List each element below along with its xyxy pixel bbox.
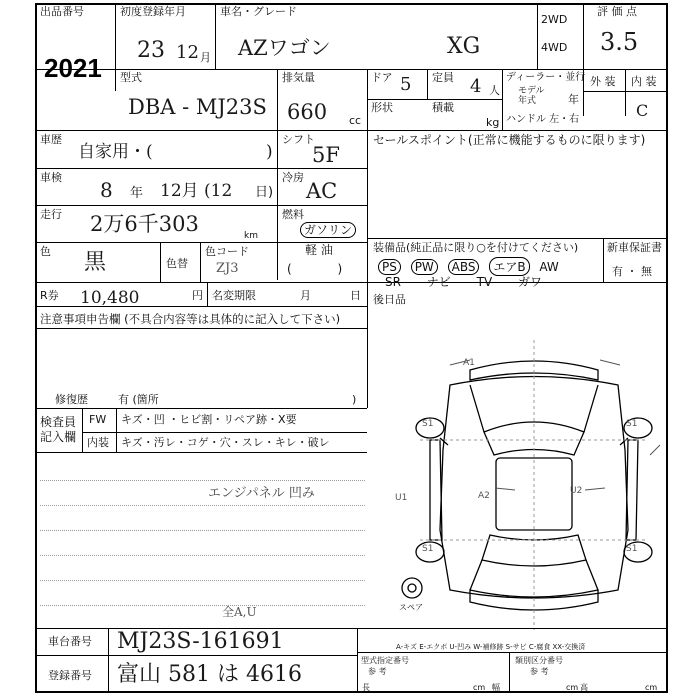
drive-4wd: 4WD: [541, 41, 568, 54]
sales-points-label: セールスポイント(正常に機能するものに限ります): [373, 133, 646, 147]
width-unit: cm: [566, 683, 579, 692]
color-code-label: 色コード: [205, 245, 249, 258]
width-label: 幅: [492, 683, 500, 692]
reference-label-2: 参 考: [530, 667, 549, 676]
equipment-pw: PW: [411, 259, 438, 275]
drive-2wd: 2WD: [541, 13, 568, 26]
reference-label-1: 参 考: [368, 667, 387, 676]
displacement-unit: cc: [349, 114, 362, 127]
spare-label: スペア: [399, 603, 423, 612]
doors-label: ドア: [371, 71, 393, 84]
chassis-value: MJ23S-161691: [117, 629, 284, 654]
interior-grade: C: [636, 101, 649, 120]
chassis-label: 車台番号: [48, 635, 92, 648]
rating-label: 評 価 点: [597, 5, 637, 18]
fuel-label: 燃料: [282, 208, 304, 221]
length-label: 長: [362, 683, 370, 692]
rear-items-label: 後日品: [373, 293, 406, 306]
title-change-label: 名変期限: [212, 289, 256, 302]
classification-label: 類別区分番号: [515, 656, 563, 665]
equipment-ps: PS: [378, 259, 401, 275]
model-code-label: 型式: [120, 71, 142, 84]
equipment-label: 装備品(純正品に限り○を付けてください): [373, 241, 579, 254]
title-change-day: 日: [350, 289, 361, 302]
interior-check-label: 内装: [87, 436, 109, 449]
load-label: 積載: [432, 101, 454, 114]
doors: 5: [400, 74, 412, 95]
mark-u1: U1: [395, 493, 408, 503]
repair-label: 修復歴: [55, 393, 88, 406]
shift-label: シフト: [282, 133, 315, 146]
capacity: 4: [470, 76, 482, 97]
fuel-diesel: 軽 油: [305, 243, 333, 257]
rating: 3.5: [600, 28, 639, 56]
inspector-label: 検査員 記入欄: [40, 415, 77, 444]
height-unit: cm: [645, 683, 658, 692]
exterior-label: 外 装: [590, 75, 616, 88]
equipment-tv: TV: [476, 275, 493, 289]
load-unit: kg: [486, 116, 500, 129]
color-code: ZJ3: [216, 261, 239, 276]
length-unit: cm: [473, 683, 486, 692]
handle-label: ハンドル 左・右: [506, 114, 580, 125]
interior-label: 内 装: [631, 75, 657, 88]
color-label: 色: [40, 245, 51, 258]
first-registration-month: 12: [176, 42, 199, 63]
first-registration-month-unit: 月: [200, 51, 211, 64]
history-value: 自家用・(: [78, 142, 153, 162]
equipment-aw: AW: [539, 260, 559, 274]
interior-check-value: キズ・汚レ・コゲ・穴・スレ・キレ・破レ: [121, 436, 330, 449]
recycle-label: R券: [40, 289, 59, 302]
inspection-year: 8: [100, 178, 113, 202]
color-value: 黒: [84, 250, 107, 275]
displacement-label: 排気量: [282, 71, 315, 84]
model-name-label: 車名・グレード: [220, 5, 297, 18]
mark-su2: S1: [626, 419, 638, 429]
fuel-diesel-parens: ( ): [287, 262, 343, 276]
inspection-day-unit: 日): [255, 185, 274, 200]
model-cert-label: 型式指定番号: [361, 656, 409, 665]
first-registration-label: 初度登録年月: [120, 5, 186, 18]
repair-close: ): [352, 393, 357, 406]
repair-value: 有 (箇所: [118, 393, 159, 406]
damage-legend: A-キズ E-エクボ U-凹み W-補修跡 S-サビ C-腐食 XX-交換済: [396, 643, 586, 651]
warranty-value: 有 ・ 無: [612, 265, 652, 278]
model-year-unit: 年: [568, 93, 579, 106]
first-registration-year: 23: [137, 38, 165, 63]
shape-label: 形状: [371, 101, 393, 114]
capacity-label: 定員: [432, 71, 454, 84]
equipment-navi: ナビ: [426, 275, 451, 289]
equipment-sr: SR: [385, 275, 401, 289]
inspection-label: 車検: [40, 171, 62, 184]
model-name: AZワゴン: [238, 36, 331, 60]
aircon-value: AC: [306, 179, 338, 203]
lot-number: 2021: [44, 53, 102, 83]
mark-a1: A1: [463, 358, 475, 368]
warranty-label: 新車保証書: [607, 241, 662, 254]
equipment-abs: ABS: [448, 259, 480, 275]
mark-a2: A2: [478, 491, 490, 501]
history-close: ): [266, 142, 273, 162]
grade: XG: [447, 34, 481, 59]
capacity-unit: 人: [489, 84, 500, 97]
inspection-year-unit: 年: [130, 186, 144, 201]
fuel-value: ガソリン: [300, 222, 356, 238]
mark-s2: S1: [626, 544, 638, 554]
car-diagram: [400, 340, 668, 630]
recycle-value: 10,480: [80, 288, 140, 308]
displacement: 660: [287, 100, 328, 124]
mileage-unit: km: [244, 231, 258, 241]
recycle-unit: 円: [192, 289, 203, 302]
mark-s1: S1: [422, 544, 434, 554]
aircon-label: 冷房: [282, 171, 304, 184]
mark-u2: U2: [570, 486, 583, 496]
height-label: 高: [580, 683, 588, 692]
equipment-airbag: エアB: [489, 257, 529, 276]
title-change-month: 月: [300, 289, 311, 302]
dealer-label: ディーラー・並行: [506, 72, 586, 83]
mileage-label: 走行: [40, 208, 62, 221]
color-tone-label: 色替: [166, 257, 188, 270]
mark-su1: S1: [422, 419, 434, 429]
plate-label: 登録番号: [48, 669, 92, 682]
model-year-label: モデル 年式: [518, 86, 545, 106]
handwritten-note: エンジパネル 凹み: [208, 486, 315, 501]
fw-value: キズ・凹 ・ヒビ割・リペア跡・X要: [121, 413, 297, 426]
equipment-gawa: ガワ: [518, 275, 543, 289]
plate-value: 富山 581 は 4616: [117, 662, 302, 687]
lot-number-label: 出品番号: [40, 5, 84, 18]
mileage-value: 2万6千303: [90, 212, 199, 236]
history-label: 車歴: [40, 133, 62, 146]
handwritten-bottom: 全A,U: [222, 605, 257, 619]
equipment-row-2: [385, 273, 542, 290]
inspection-month: 12月 (12: [160, 181, 233, 201]
model-code: DBA - MJ23S: [128, 95, 267, 119]
fw-label: FW: [89, 413, 107, 426]
shift-value: 5F: [312, 143, 340, 167]
notice-label: 注意事項申告欄 (不具合内容等は具体的に記入して下さい): [40, 312, 341, 326]
